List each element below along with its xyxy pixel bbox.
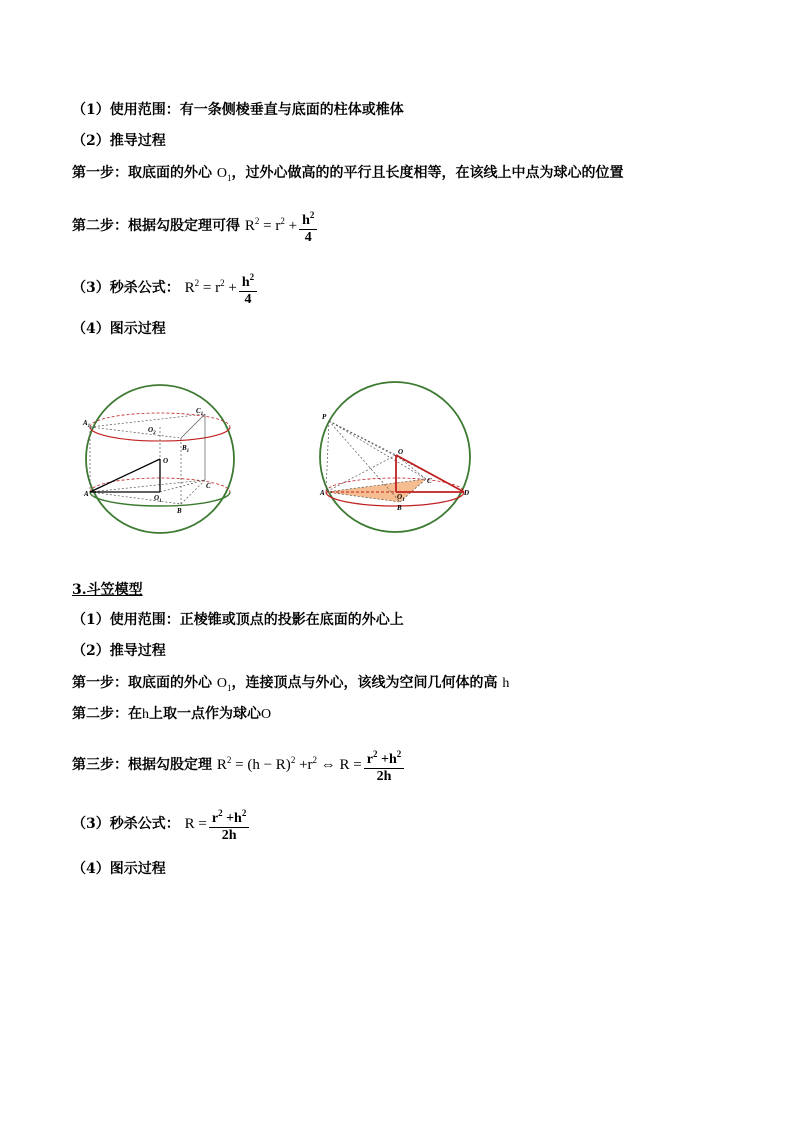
fraction: $\frac{r^2 +h^2}{2h}$	[364, 746, 404, 785]
h-symbol: h	[142, 707, 149, 722]
o1-symbol: $O_1$	[216, 166, 232, 183]
section-title-douli-model: 3.斗笠模型	[72, 582, 143, 598]
label-C1: $C_1$	[196, 407, 204, 417]
figure-pyramid-in-sphere	[316, 376, 476, 536]
step-text: 第三步：根据勾股定理	[72, 757, 212, 773]
item-text: 图示过程	[109, 321, 166, 337]
label-B1: $B_1$	[182, 444, 190, 454]
item-number: （1）	[72, 612, 110, 628]
label-D: D	[464, 489, 470, 497]
item-number: （3）	[72, 816, 110, 832]
step-one-3	[72, 673, 509, 698]
item-text: 秒杀公式：	[109, 280, 180, 296]
label-A: A	[84, 490, 89, 498]
item-illustration	[72, 319, 166, 339]
item-usage-range-3	[72, 610, 404, 630]
step-text-rest: 上取一点作为球心	[149, 706, 261, 722]
label-P: P	[322, 413, 327, 421]
step-text-rest: ，过外心做高的的平行且长度相等，在该线上中点为球心的位置	[231, 165, 624, 181]
item-derivation-3	[72, 641, 166, 661]
formula: $R^2 = r^2$ +	[244, 216, 298, 234]
label-O2: $O_2$	[148, 426, 156, 436]
item-number: （1）	[72, 102, 110, 118]
label-O1: $O_1$	[397, 493, 405, 503]
item-text: 秒杀公式：	[109, 816, 180, 832]
step-text-rest: ，连接顶点与外心，该线为空间几何体的高	[231, 675, 498, 691]
item-shortcut-formula-3	[72, 802, 249, 846]
label-A: A	[320, 489, 325, 497]
fraction: $\frac{r^2 +h^2}{2h}$	[209, 805, 249, 844]
formula-lhs: R =	[184, 816, 207, 832]
o1-symbol: $O_1$	[216, 676, 232, 693]
label-B: B	[177, 507, 182, 515]
step-one	[72, 163, 624, 188]
item-number: （2）	[72, 643, 110, 659]
top-ellipse-front	[90, 427, 230, 441]
label-C: C	[206, 482, 211, 490]
item-illustration-3	[72, 859, 166, 879]
step-text: 第二步：根据勾股定理可得	[72, 218, 240, 234]
label-A1: $A_1$	[83, 419, 91, 429]
label-O: O	[163, 457, 169, 465]
label-C: C	[427, 477, 432, 485]
item-text: 使用范围：正棱锥或顶点的投影在底面的外心上	[109, 612, 404, 628]
item-derivation	[72, 131, 166, 151]
step-two	[72, 200, 317, 245]
item-number: （2）	[72, 133, 110, 149]
item-text: 推导过程	[109, 133, 166, 149]
item-text: 推导过程	[109, 643, 166, 659]
figure-prism-in-sphere	[78, 380, 248, 540]
step-text: 第二步：在	[72, 706, 142, 722]
formula: $R^2 = r^2$ +	[184, 278, 237, 296]
sphere-outline	[320, 382, 470, 532]
base-triangle	[326, 479, 426, 502]
item-number: （4）	[72, 861, 110, 877]
item-number: （4）	[72, 321, 110, 337]
item-text: 使用范围：有一条侧棱垂直与底面的柱体或椎体	[109, 102, 404, 118]
step-two-3	[72, 704, 271, 725]
label-B: B	[397, 504, 402, 512]
step-text: 第一步：取底面的外心	[72, 675, 212, 691]
item-usage-range	[72, 100, 404, 120]
label-O: O	[398, 448, 404, 456]
fraction: $\frac{h^2}{4}$	[299, 207, 317, 246]
formula: $R^2 = (h - R)^2 +r^2$ ⇔ R =	[216, 755, 362, 773]
h-symbol: h	[502, 676, 510, 691]
item-number: （3）	[72, 280, 110, 296]
fraction: $\frac{h^2}{4}$	[239, 269, 257, 308]
o-symbol: O	[261, 707, 272, 722]
step-three-3	[72, 738, 404, 782]
label-O1: $O_1$	[154, 494, 162, 504]
step-text: 第一步：取底面的外心	[72, 165, 212, 181]
item-shortcut-formula	[72, 262, 257, 307]
item-text: 图示过程	[109, 861, 166, 877]
